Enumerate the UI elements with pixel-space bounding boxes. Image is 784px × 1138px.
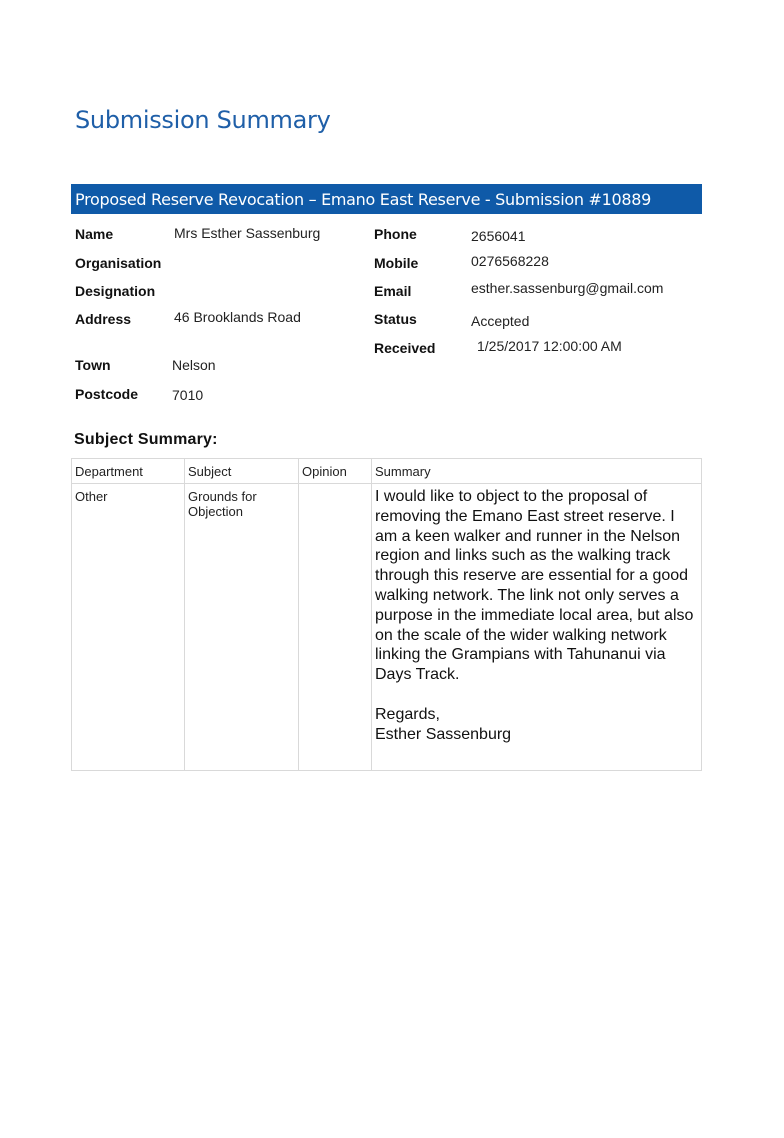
column-header-summary: Summary <box>372 459 702 484</box>
designation-label: Designation <box>75 283 156 299</box>
mobile-label: Mobile <box>374 255 419 271</box>
table-header-row <box>72 459 702 484</box>
column-header-subject: Subject <box>185 459 299 484</box>
organisation-label: Organisation <box>75 255 162 271</box>
town-label: Town <box>75 357 111 373</box>
postcode-label: Postcode <box>75 386 139 402</box>
subject-cell: Grounds for Objection <box>185 484 299 771</box>
page-title: Submission Summary <box>75 106 331 134</box>
address-value: 46 Brooklands Road <box>174 309 301 325</box>
summary-cell: I would like to object to the proposal of removing the Emano East street reserve. I am a keen walker and runner in the Nelson region and links such as the walking track through this reserve are essential for a good walking network. The link not only serves a purpose in the immediate local area, but also on the scale of the wider walking network linking the Grampians with Tahunanui via Days Track. Regards, Esther Sassenburg <box>372 484 702 771</box>
column-header-opinion: Opinion <box>299 459 372 484</box>
status-label: Status <box>374 311 417 327</box>
opinion-cell <box>299 484 372 771</box>
phone-label: Phone <box>374 226 417 242</box>
phone-value: 2656041 <box>471 228 526 244</box>
address-label: Address <box>75 311 132 327</box>
postcode-value: 7010 <box>172 387 204 403</box>
name-label: Name <box>75 226 114 242</box>
department-cell: Other <box>72 484 185 771</box>
subject-summary-heading: Subject Summary: <box>74 431 218 448</box>
submission-banner: Proposed Reserve Revocation – Emano East Reserve - Submission #10889 <box>71 184 702 214</box>
column-header-department: Department <box>72 459 185 484</box>
status-value: Accepted <box>471 313 530 329</box>
town-value: Nelson <box>172 357 216 373</box>
mobile-value: 0276568228 <box>471 253 549 269</box>
email-label: Email <box>374 283 412 299</box>
received-label: Received <box>374 340 436 356</box>
name-value: Mrs Esther Sassenburg <box>174 225 321 241</box>
received-value: 1/25/2017 12:00:00 AM <box>477 338 622 354</box>
email-value: esther.sassenburg@gmail.com <box>471 280 664 296</box>
table-row <box>72 484 702 771</box>
subject-summary-table <box>71 458 702 771</box>
